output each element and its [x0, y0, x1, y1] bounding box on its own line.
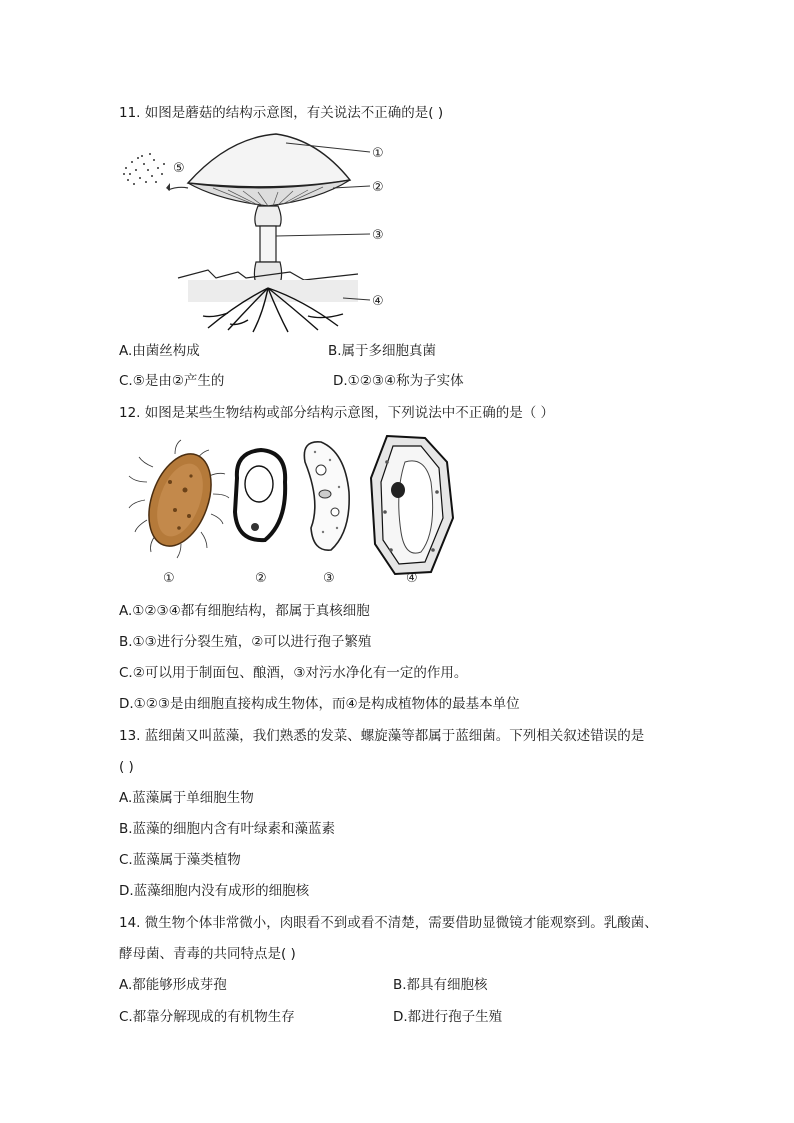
q14-stem-line2: 酵母菌、青毒的共同特点是( ) — [119, 946, 296, 962]
q13-option-a: A.蓝藻属于单细胞生物 — [119, 790, 254, 806]
mushroom-stalk — [260, 226, 276, 262]
q13-option-c: C.蓝藻属于藻类植物 — [119, 852, 241, 868]
q14-option-b: B.都具有细胞核 — [393, 977, 488, 993]
plant-cell-drawing — [371, 436, 453, 574]
yeast-drawing — [235, 450, 285, 540]
label-2: ② — [372, 180, 384, 195]
q11-option-b: B.属于多细胞真菌 — [328, 343, 437, 359]
label-5: ⑤ — [173, 161, 185, 176]
label-1: ① — [372, 146, 384, 161]
spore-cloud — [123, 153, 165, 185]
label-3: ③ — [372, 228, 384, 243]
label-org-2: ② — [255, 571, 267, 586]
q11-stem: 11. 如图是蘑菇的结构示意图，有关说法不正确的是( ) — [119, 105, 444, 121]
q12-option-c: C.②可以用于制面包、酿酒，③对污水净化有一定的作用。 — [119, 665, 468, 681]
q12-stem: 12. 如图是某些生物结构或部分结构示意图，下列说法中不正确的是（ ） — [119, 405, 555, 421]
q14-option-a: A.都能够形成芽孢 — [119, 977, 227, 993]
mushroom-figure — [118, 128, 408, 338]
q12-option-b: B.①③进行分裂生殖，②可以进行孢子繁殖 — [119, 634, 372, 650]
label-org-3: ③ — [323, 571, 335, 586]
q13-option-b: B.蓝藻的细胞内含有叶绿素和藻蓝素 — [119, 821, 336, 837]
q13-option-d: D.蓝藻细胞内没有成形的细胞核 — [119, 883, 310, 899]
bacterium-drawing — [129, 440, 229, 558]
q14-option-d: D.都进行孢子生殖 — [393, 1009, 503, 1025]
label-org-1: ① — [163, 571, 175, 586]
q12-option-d: D.①②③是由细胞直接构成生物体，而④是构成植物体的最基本单位 — [119, 696, 520, 712]
mushroom-cap — [188, 134, 350, 187]
q14-stem-line1: 14. 微生物个体非常微小，肉眼看不到或看不清楚，需要借助显微镜才能观察到。乳酸菌、 — [119, 915, 658, 931]
label-org-4: ④ — [406, 571, 418, 586]
q13-stem-line1: 13. 蓝细菌又叫蓝藻，我们熟悉的发菜、螺旋藻等都属于蓝细菌。下列相关叙述错误的是 — [119, 728, 645, 744]
q14-option-c: C.都靠分解现成的有机物生存 — [119, 1009, 295, 1025]
mushroom-ring — [255, 206, 281, 226]
organisms-figure — [125, 432, 465, 587]
q11-option-c: C.⑤是由②产生的 — [119, 373, 225, 389]
q11-option-a: A.由菌丝构成 — [119, 343, 200, 359]
q11-option-d: D.①②③④称为子实体 — [333, 373, 464, 389]
q13-stem-line2: ( ) — [119, 759, 134, 775]
label-4: ④ — [372, 294, 384, 309]
q12-option-a: A.①②③④都有细胞结构，都属于真核细胞 — [119, 603, 370, 619]
paramecium-drawing — [304, 442, 349, 550]
